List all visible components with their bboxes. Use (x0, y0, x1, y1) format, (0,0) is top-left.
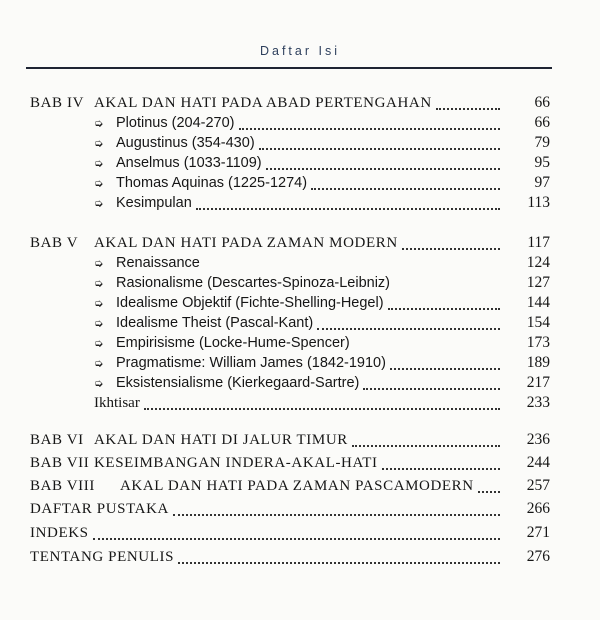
page-number: 257 (526, 477, 550, 494)
page-number: 127 (526, 274, 550, 291)
dot-leader (93, 534, 500, 540)
toc-entry-bab-viii[interactable] (30, 476, 550, 496)
toc-entry-daftar-pustaka[interactable] (30, 499, 550, 519)
toc-subentry[interactable] (94, 153, 550, 173)
toc-subentry[interactable] (94, 273, 550, 293)
chapter-title: AKAL DAN HATI PADA ABAD PERTENGAHAN (94, 95, 432, 111)
toc-entry-indeks[interactable] (30, 523, 550, 543)
dot-leader (390, 364, 500, 370)
arrow-bullet-icon: ➭ (94, 177, 104, 190)
page-number: 236 (526, 431, 550, 448)
toc-subentry[interactable] (94, 353, 550, 373)
toc-entry-bab-vii[interactable] (30, 453, 550, 473)
subentry-title: Idealisme Theist (Pascal-Kant) (116, 315, 314, 331)
subentry-title: Anselmus (1033-1109) (116, 155, 262, 171)
dot-leader (144, 404, 500, 410)
arrow-bullet-icon: ➭ (94, 197, 104, 210)
chapter-label: BAB VII (30, 455, 90, 471)
arrow-bullet-icon: ➭ (94, 137, 104, 150)
dot-leader (317, 324, 500, 330)
entry-title: INDEKS (30, 525, 89, 541)
dot-leader (266, 164, 500, 170)
subentry-title: Empirisisme (Locke-Hume-Spencer) (116, 335, 350, 351)
subentry-title: Pragmatisme: William James (1842-1910) (116, 355, 386, 371)
page-number: 117 (527, 234, 550, 251)
chapter-title: AKAL DAN HATI DI JALUR TIMUR (94, 432, 348, 448)
page-number: 217 (526, 374, 550, 391)
subentry-title: Eksistensialisme (Kierkegaard-Sartre) (116, 375, 360, 391)
toc-entry-bab-iv[interactable] (30, 93, 550, 113)
page-number: 244 (526, 454, 550, 471)
toc-subentry[interactable] (94, 193, 550, 213)
page-number: 276 (526, 548, 550, 565)
arrow-bullet-icon: ➭ (94, 257, 104, 270)
dot-leader (259, 144, 500, 150)
subentry-title: Rasionalisme (Descartes-Spinoza-Leibniz) (116, 275, 390, 291)
toc-entry-tentang-penulis[interactable] (30, 547, 550, 567)
entry-title: DAFTAR PUSTAKA (30, 501, 169, 517)
page-number: 266 (526, 500, 550, 517)
arrow-bullet-icon: ➭ (94, 117, 104, 130)
chapter-label: BAB VIII (30, 478, 95, 494)
page-number: 173 (526, 334, 550, 351)
subentry-title: Kesimpulan (116, 195, 192, 211)
page-number: 124 (526, 254, 550, 271)
dot-leader (239, 124, 501, 130)
page-number: 113 (527, 194, 550, 211)
arrow-bullet-icon: ➭ (94, 157, 104, 170)
dot-leader (178, 558, 500, 564)
page-number: 66 (534, 94, 550, 111)
chapter-title: KESEIMBANGAN INDERA-AKAL-HATI (94, 455, 378, 471)
page-number: 154 (526, 314, 550, 331)
subentry-title: Plotinus (204-270) (116, 115, 235, 131)
subentry-title: Augustinus (354-430) (116, 135, 255, 151)
entry-title: TENTANG PENULIS (30, 549, 175, 565)
dot-leader (382, 464, 500, 470)
page-number: 66 (534, 114, 550, 131)
toc-subentry[interactable] (94, 133, 550, 153)
dot-leader (388, 304, 500, 310)
toc-subentry[interactable] (94, 313, 550, 333)
chapter-label: BAB V (30, 235, 79, 251)
toc-subentry[interactable] (94, 333, 550, 353)
arrow-bullet-icon: ➭ (94, 377, 104, 390)
chapter-title: AKAL DAN HATI PADA ZAMAN PASCAMODERN (120, 478, 474, 494)
arrow-bullet-icon: ➭ (94, 317, 104, 330)
toc-entry-bab-vi[interactable] (30, 430, 550, 450)
toc-subentry[interactable] (94, 253, 550, 273)
page-number: 144 (526, 294, 550, 311)
page-number: 189 (526, 354, 550, 371)
entry-title: Ikhtisar (94, 395, 140, 411)
page-number: 79 (534, 134, 550, 151)
chapter-title: AKAL DAN HATI PADA ZAMAN MODERN (94, 235, 398, 251)
page-number: 95 (534, 154, 550, 171)
toc-entry-bab-v[interactable] (30, 233, 550, 253)
page-number: 97 (534, 174, 550, 191)
toc-subentry[interactable] (94, 173, 550, 193)
toc-entry-ikhtisar[interactable] (94, 393, 550, 413)
dot-leader (173, 510, 500, 516)
chapter-label: BAB IV (30, 95, 85, 111)
dot-leader (436, 104, 500, 110)
arrow-bullet-icon: ➭ (94, 357, 104, 370)
subentry-title: Renaissance (116, 255, 200, 271)
dot-leader (478, 487, 500, 493)
dot-leader (402, 244, 500, 250)
toc-subentry[interactable] (94, 113, 550, 133)
toc-subentry[interactable] (94, 373, 550, 393)
subentry-title: Idealisme Objektif (Fichte-Shelling-Hegel) (116, 295, 384, 311)
arrow-bullet-icon: ➭ (94, 337, 104, 350)
dot-leader (196, 204, 500, 210)
page-number: 271 (526, 524, 550, 541)
arrow-bullet-icon: ➭ (94, 297, 104, 310)
dot-leader (363, 384, 500, 390)
subentry-title: Thomas Aquinas (1225-1274) (116, 175, 308, 191)
page-number: 233 (526, 394, 550, 411)
dot-leader (352, 441, 500, 447)
arrow-bullet-icon: ➭ (94, 277, 104, 290)
running-header: Daftar Isi (259, 44, 340, 58)
toc-subentry[interactable] (94, 293, 550, 313)
chapter-label: BAB VI (30, 432, 84, 448)
dot-leader (311, 184, 500, 190)
